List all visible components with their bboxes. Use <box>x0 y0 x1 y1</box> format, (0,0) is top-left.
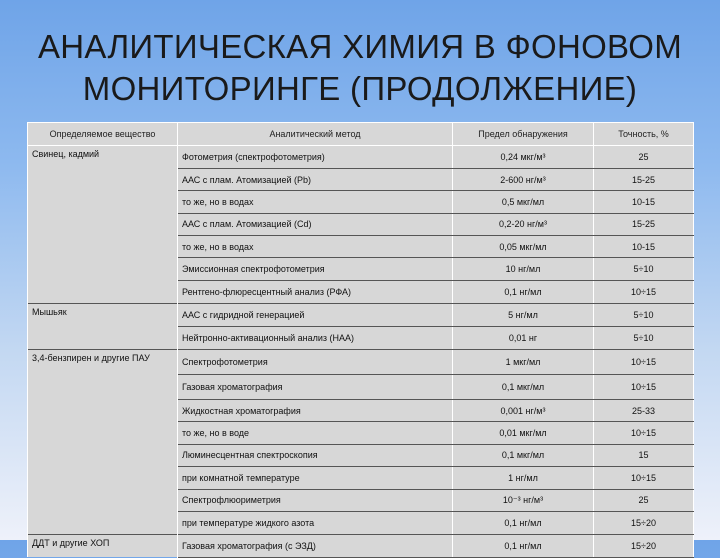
substance-cell: ДДТ и другие ХОП <box>28 534 178 557</box>
limit-cell: 0,05 мкг/мл <box>453 236 594 258</box>
slide-title <box>20 26 700 110</box>
substance-cell <box>28 280 178 303</box>
accuracy-cell: 25-33 <box>594 400 694 422</box>
accuracy-cell: 10÷15 <box>594 467 694 489</box>
substance-cell <box>28 236 178 258</box>
substance-cell <box>28 422 178 444</box>
method-cell: Спектрофотометрия <box>178 349 453 375</box>
limit-cell: 1 мкг/мл <box>453 349 594 375</box>
accuracy-cell: 10-15 <box>594 191 694 213</box>
method-cell: ААС с гидридной генерацией <box>178 303 453 326</box>
method-cell: при комнатной температуре <box>178 467 453 489</box>
method-cell: Фотометрия (спектрофотометрия) <box>178 146 453 169</box>
accuracy-cell: 5÷10 <box>594 326 694 349</box>
limit-cell: 0,1 мкг/мл <box>453 375 594 400</box>
accuracy-cell: 5÷10 <box>594 303 694 326</box>
table-row <box>28 444 694 466</box>
substance-cell <box>28 326 178 349</box>
table-row <box>28 168 694 190</box>
table-row <box>28 236 694 258</box>
method-cell: Нейтронно-активационный анализ (НАА) <box>178 326 453 349</box>
limit-cell: 1 нг/мл <box>453 467 594 489</box>
table-row <box>28 280 694 303</box>
table-row <box>28 422 694 444</box>
substance-cell <box>28 511 178 534</box>
accuracy-cell: 5÷10 <box>594 258 694 280</box>
limit-cell: 0,01 мкг/мл <box>453 422 594 444</box>
method-cell: Жидкостная хроматография <box>178 400 453 422</box>
accuracy-cell: 10÷15 <box>594 280 694 303</box>
method-cell: то же, но в воде <box>178 422 453 444</box>
limit-cell: 0,01 нг <box>453 326 594 349</box>
limit-cell: 0,5 мкг/мл <box>453 191 594 213</box>
method-cell: ААС с плам. Атомизацией (Cd) <box>178 213 453 235</box>
header-limit: Предел обнаружения <box>453 123 594 146</box>
substance-cell <box>28 191 178 213</box>
table-row <box>28 191 694 213</box>
substance-cell: Мышьяк <box>28 303 178 326</box>
accuracy-cell: 15-25 <box>594 168 694 190</box>
limit-cell: 0,1 нг/мл <box>453 511 594 534</box>
accuracy-cell: 15÷20 <box>594 534 694 557</box>
table-row <box>28 467 694 489</box>
slide-title-line-1: АНАЛИТИЧЕСКАЯ ХИМИЯ В ФОНОВОМ <box>37 28 683 65</box>
table-row <box>28 534 694 557</box>
substance-cell <box>28 444 178 466</box>
limit-cell: 0,1 мкг/мл <box>453 444 594 466</box>
accuracy-cell: 15÷20 <box>594 511 694 534</box>
table-row <box>28 258 694 280</box>
methods-table <box>27 122 694 558</box>
header-substance: Определяемое вещество <box>28 123 178 146</box>
table-row <box>28 349 694 375</box>
substance-cell: 3,4-бензпирен и другие ПАУ <box>28 349 178 375</box>
method-cell: Газовая хроматография (с ЭЗД) <box>178 534 453 557</box>
method-cell: Спектрофлюориметрия <box>178 489 453 511</box>
method-cell: то же, но в водах <box>178 236 453 258</box>
table-header-row <box>28 123 694 146</box>
method-cell: Газовая хроматография <box>178 375 453 400</box>
table-row <box>28 146 694 169</box>
substance-cell <box>28 168 178 190</box>
accuracy-cell: 25 <box>594 489 694 511</box>
method-cell: ААС с плам. Атомизацией (Pb) <box>178 168 453 190</box>
table-row <box>28 511 694 534</box>
substance-cell <box>28 467 178 489</box>
limit-cell: 0,001 нг/м³ <box>453 400 594 422</box>
accuracy-cell: 10÷15 <box>594 422 694 444</box>
method-cell: Рентгено-флюресцентный анализ (РФА) <box>178 280 453 303</box>
substance-cell <box>28 213 178 235</box>
table-row <box>28 303 694 326</box>
method-cell: Люминесцентная спектроскопия <box>178 444 453 466</box>
limit-cell: 0,24 мкг/м³ <box>453 146 594 169</box>
slide-title-line-2: МОНИТОРИНГЕ (ПРОДОЛЖЕНИЕ) <box>82 70 638 107</box>
limit-cell: 0,1 нг/мл <box>453 534 594 557</box>
method-cell: то же, но в водах <box>178 191 453 213</box>
accuracy-cell: 15 <box>594 444 694 466</box>
accuracy-cell: 10÷15 <box>594 375 694 400</box>
substance-cell <box>28 489 178 511</box>
accuracy-cell: 15-25 <box>594 213 694 235</box>
substance-cell <box>28 375 178 400</box>
method-cell: при температуре жидкого азота <box>178 511 453 534</box>
substance-cell <box>28 400 178 422</box>
accuracy-cell: 25 <box>594 146 694 169</box>
table-row <box>28 375 694 400</box>
table-body <box>28 146 694 558</box>
header-method: Аналитический метод <box>178 123 453 146</box>
table-row <box>28 326 694 349</box>
limit-cell: 10 нг/мл <box>453 258 594 280</box>
substance-cell: Свинец, кадмий <box>28 146 178 169</box>
accuracy-cell: 10-15 <box>594 236 694 258</box>
accuracy-cell: 10÷15 <box>594 349 694 375</box>
limit-cell: 0,2-20 нг/м³ <box>453 213 594 235</box>
limit-cell: 2-600 нг/м³ <box>453 168 594 190</box>
table-row <box>28 400 694 422</box>
method-cell: Эмиссионная спектрофотометрия <box>178 258 453 280</box>
limit-cell: 10⁻³ нг/м³ <box>453 489 594 511</box>
limit-cell: 5 нг/мл <box>453 303 594 326</box>
table-row <box>28 489 694 511</box>
substance-cell <box>28 258 178 280</box>
limit-cell: 0,1 нг/мл <box>453 280 594 303</box>
header-accuracy: Точность, % <box>594 123 694 146</box>
table-row <box>28 213 694 235</box>
